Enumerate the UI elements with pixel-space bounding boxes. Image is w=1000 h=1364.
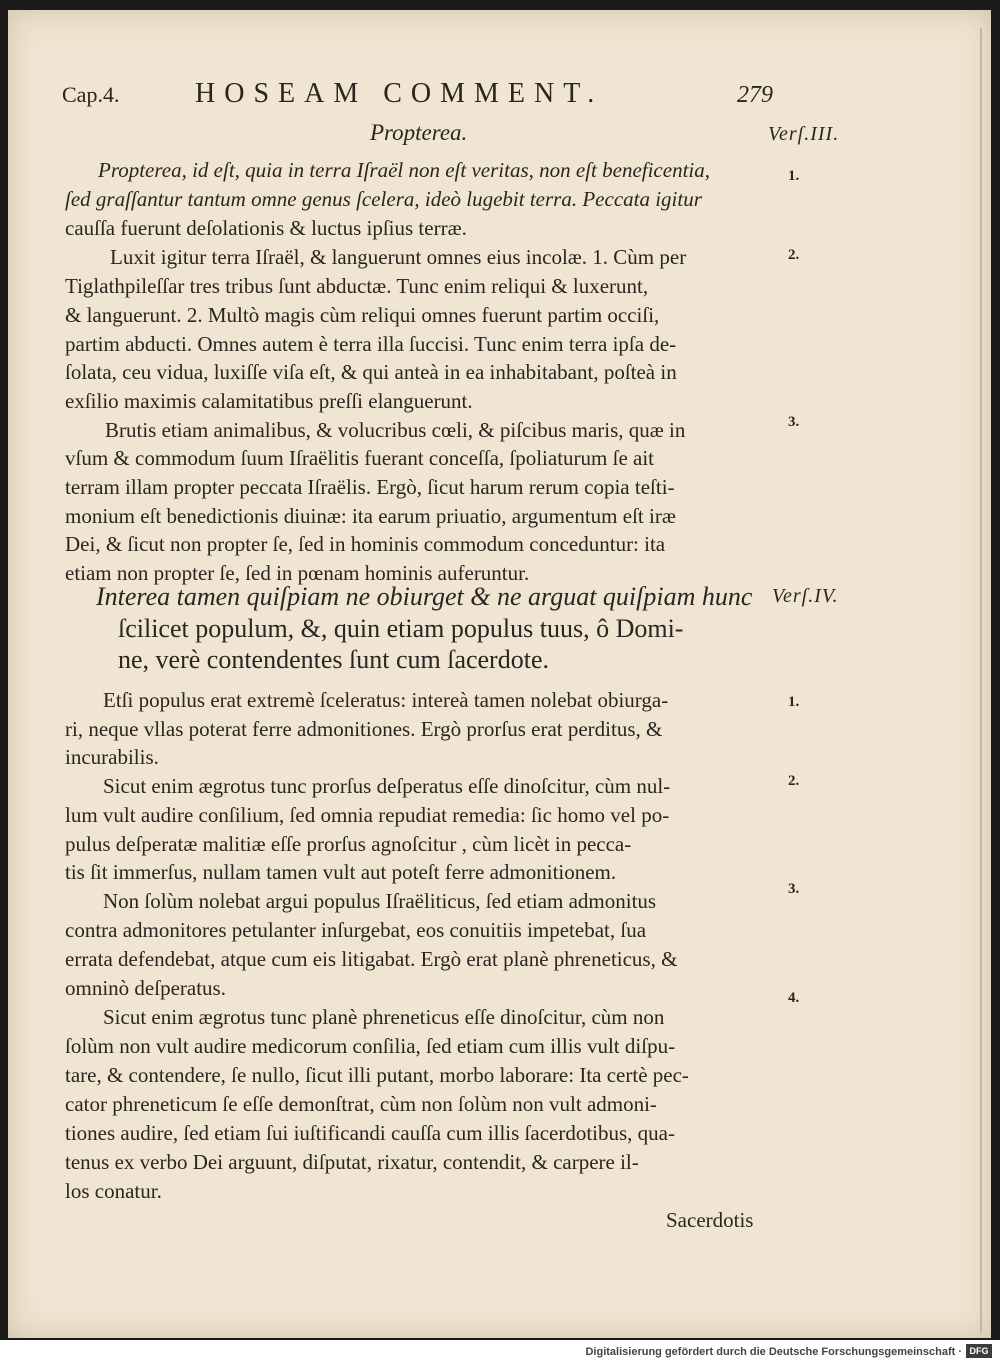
text-line: los conatur. — [65, 1179, 162, 1203]
verse-line: ſcilicet populum, &, quin etiam populus tuus, ô Domi- — [118, 614, 684, 643]
verse-line: ne, verè contendentes ſunt cum ſacerdote. — [118, 645, 549, 674]
chapter-label: Cap.4. — [62, 82, 120, 107]
funding-note: Digitalisierung gefördert durch die Deutsche Forschungsgemeinschaft · — [585, 1346, 962, 1358]
text-line: terram illam propter peccata Iſraëlis. Ergò, ſicut harum rerum copia teſti- — [65, 475, 675, 499]
page-number: 279 — [737, 82, 773, 108]
page-edge — [980, 28, 982, 1333]
text-line: exſilio maximis calamitatibus preſſi elanguerunt. — [65, 389, 473, 413]
text-line: cator phreneticum ſe eſſe demonſtrat, cùm non ſolùm non vult admoni- — [65, 1092, 657, 1116]
margin-number-1: 1. — [788, 694, 800, 710]
header-title: HOSEAM COMMENT. — [195, 78, 604, 109]
text-line: etiam non propter ſe, ſed in pœnam hominis auferuntur. — [65, 561, 530, 585]
text-line: ſolata, ceu vidua, luxiſſe viſa eſt, & qui anteà in ea inhabitabant, poſteà in — [65, 360, 677, 384]
margin-number-4: 4. — [788, 990, 800, 1006]
text-line: Luxit igitur terra Iſraël, & languerunt omnes eius incolæ. 1. Cùm per — [110, 245, 687, 269]
text-line: tis ſit immerſus, nullam tamen vult aut poteſt ferre admonitionem. — [65, 860, 617, 884]
running-header — [62, 78, 782, 118]
margin-verse-iv: Verſ.IV. — [772, 585, 839, 607]
footer-bar — [0, 1340, 1000, 1364]
text-line: errata defendebat, atque cum eis litigabat. Ergò erat planè phreneticus, & — [65, 947, 678, 971]
catchword: Sacerdotis — [666, 1208, 754, 1232]
text-line: tenus ex verbo Dei arguunt, diſputat, rixatur, contendit, & carpere il- — [65, 1150, 639, 1174]
text-line: Non ſolùm nolebat argui populus Iſraëliticus, ſed etiam admonitus — [103, 889, 657, 913]
verse-line: Interea tamen quiſpiam ne obiurget & ne arguat quiſpiam hunc — [96, 582, 753, 611]
margin-number-2: 2. — [788, 773, 800, 789]
text-line: tiones audire, ſed etiam ſui iuſtificandi cauſſa cum illis ſacerdotibus, qua- — [65, 1121, 675, 1145]
text-line: ri, neque vllas poterat ferre admonitiones. Ergò prorſus erat perditus, & — [65, 717, 663, 741]
text-line: vſum & commodum ſuum Iſraëlitis fuerant conceſſa, ſpoliaturum ſe ait — [65, 446, 655, 470]
dfg-logo: DFG — [966, 1344, 992, 1358]
text-line: contra admonitores petulanter inſurgebat, eos conuitiis impetebat, ſua — [65, 918, 647, 942]
text-line: ſolùm non vult audire medicorum conſilia, ſed etiam cum illis vult diſpu- — [65, 1034, 676, 1058]
margin-verse-iii: Verſ.III. — [768, 123, 840, 145]
text-line: & languerunt. 2. Multò magis cùm reliqui omnes fuerunt partim occiſi, — [65, 303, 660, 327]
text-line: Propterea, id eſt, quia in terra Iſraël non eſt veritas, non eſt beneficentia, — [98, 158, 710, 182]
margin-number-1: 1. — [788, 168, 800, 184]
text-line: incurabilis. — [65, 745, 159, 769]
text-line: tare, & contendere, ſe nullo, ſicut illi putant, morbo laborare: Ita certè pec- — [65, 1063, 689, 1087]
text-line: Sicut enim ægrotus tunc prorſus deſperatus eſſe dinoſcitur, cùm nul- — [103, 774, 671, 798]
text-line: Etſi populus erat extremè ſceleratus: intereà tamen nolebat obiurga- — [103, 688, 669, 712]
text-line: pulus deſperatæ malitiæ eſſe prorſus agnoſcitur , cùm licèt in pecca- — [65, 832, 632, 856]
text-line: Sicut enim ægrotus tunc planè phreneticus eſſe dinoſcitur, cùm non — [103, 1005, 665, 1029]
margin-number-3: 3. — [788, 881, 800, 897]
text-line: monium eſt benedictionis diuinæ: ita earum priuatio, argumentum eſt iræ — [65, 504, 676, 528]
text-line: ſed graſſantur tantum omne genus ſcelera, ideò lugebit terra. Peccata igitur — [65, 187, 702, 211]
text-line: omninò deſperatus. — [65, 976, 226, 1000]
text-line: Brutis etiam animalibus, & volucribus cœli, & piſcibus maris, quæ in — [105, 418, 686, 442]
margin-number-2: 2. — [788, 247, 800, 263]
section-heading: Propterea. — [370, 120, 468, 145]
margin-number-3: 3. — [788, 414, 800, 430]
text-line: partim abducti. Omnes autem è terra illa ſuccisi. Tunc enim terra ipſa de- — [65, 332, 677, 356]
text-line: Tiglathpileſſar tres tribus ſunt abductæ. Tunc enim reliqui & luxerunt, — [65, 274, 649, 298]
text-line: Dei, & ſicut non propter ſe, ſed in hominis commodum conceduntur: ita — [65, 532, 666, 556]
text-line: lum vult audire conſilium, ſed omnia repudiat remedia: ſic homo vel po- — [65, 803, 670, 827]
text-line: cauſſa fuerunt deſolationis & luctus ipſius terræ. — [65, 216, 467, 240]
